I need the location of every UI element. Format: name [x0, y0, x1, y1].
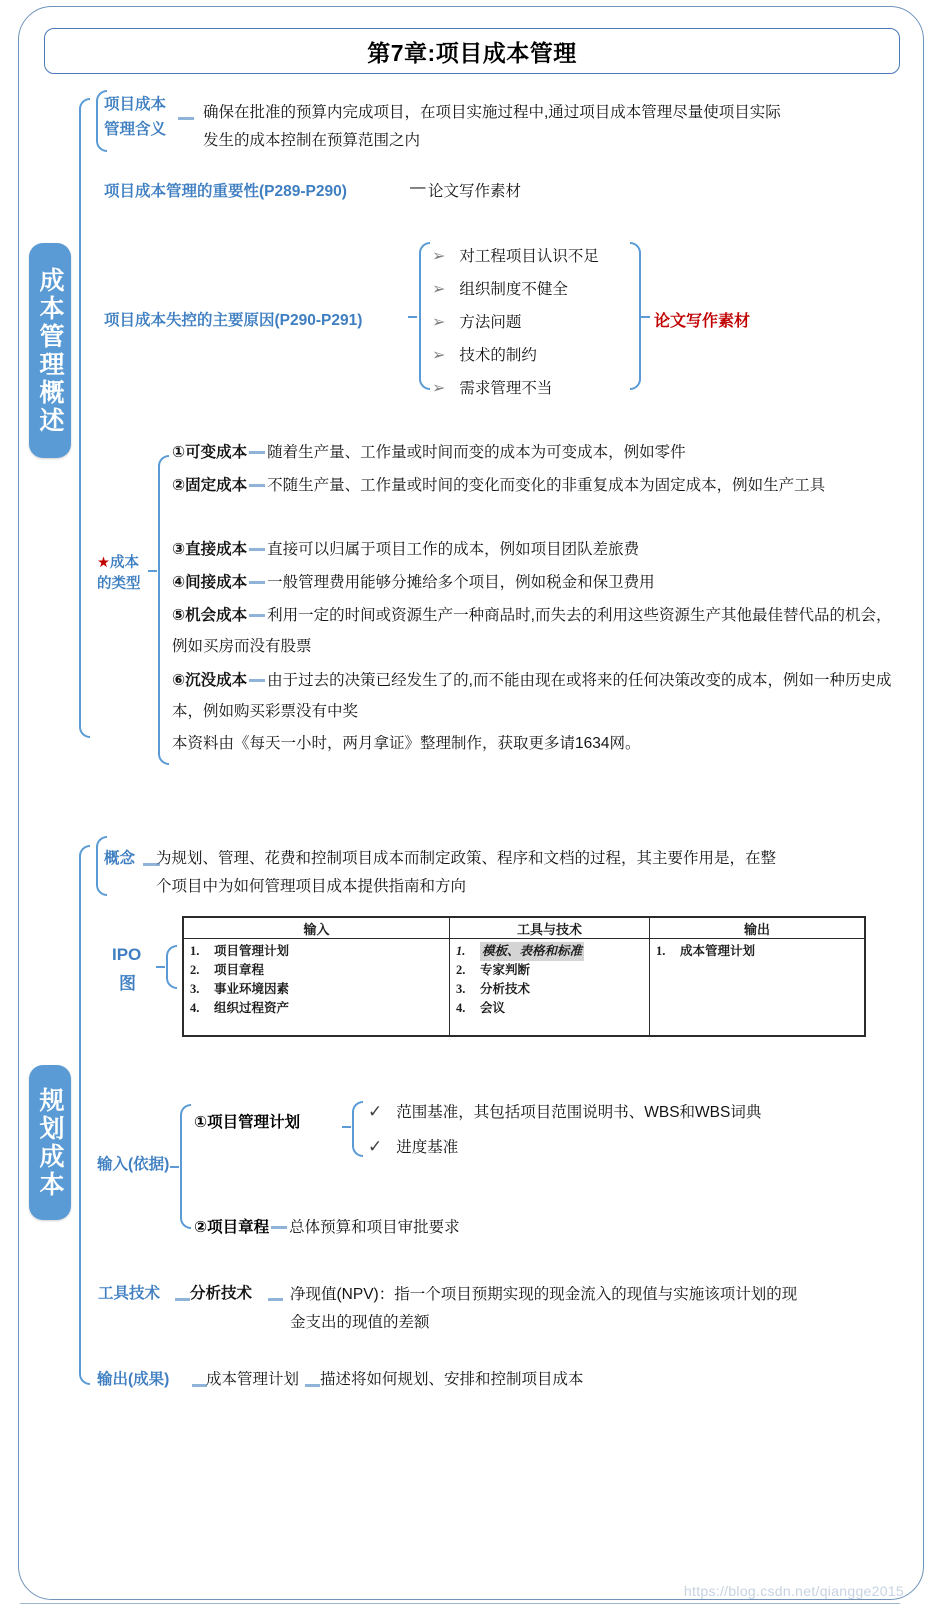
branch-label-output: 输出(成果): [97, 1371, 170, 1388]
cost-type-dash: [249, 614, 265, 617]
reasons-right-tick: [641, 316, 650, 318]
list-item: [456, 999, 643, 1018]
cost-type-dash: [249, 484, 265, 487]
ipo-table: [182, 916, 866, 1037]
list-number: 3.: [190, 982, 200, 996]
section2-brace: [79, 845, 90, 1385]
cost-types-tick: [148, 570, 157, 572]
reason-item: [432, 277, 568, 299]
cost-types-label-line2: 的类型: [97, 576, 141, 592]
ipo-tick: [156, 966, 165, 968]
arrow-icon: ➢: [432, 248, 446, 265]
concept-line-1: 为规划、管理、花费和控制项目成本而制定政策、程序和文档的过程，其主要作用是，在整: [156, 850, 777, 867]
reason-label: 需求管理不当: [459, 380, 553, 397]
list-number: 1.: [656, 944, 666, 958]
branch-label-importance: 项目成本管理的重要性(P289-P290): [104, 183, 347, 200]
list-number: 1.: [190, 944, 200, 958]
output-desc: 描述将如何规划、安排和控制项目成本: [320, 1371, 584, 1388]
branch-label-cost-meaning-line2: 管理含义: [104, 121, 167, 138]
ipo-table-body-row: [184, 939, 865, 1036]
importance-connector: —: [410, 179, 426, 196]
input-sub-label: 进度基准: [396, 1139, 459, 1156]
list-item: [456, 961, 643, 980]
inputs-brace: [180, 1104, 191, 1229]
input-term: 项目管理计划: [207, 1114, 301, 1131]
input-dash: [271, 1226, 287, 1229]
cost-type-num: ①: [172, 444, 186, 461]
reason-item: [432, 244, 599, 266]
cost-type-num: ②: [172, 477, 186, 494]
arrow-icon: ➢: [432, 314, 446, 331]
reasons-brace-tick: [408, 316, 417, 318]
reason-label: 组织制度不健全: [459, 281, 568, 298]
list-number: 1.: [456, 944, 466, 958]
section-pill-label: 成本管理概述: [36, 266, 64, 435]
page-title: 第7章:项目成本管理: [367, 39, 577, 66]
list-item: [190, 961, 443, 980]
cost-type-num: ③: [172, 541, 186, 558]
cost-type-dash: [249, 451, 265, 454]
connector-dash-output-1: [192, 1384, 207, 1387]
input-num: ②: [194, 1219, 208, 1236]
star-icon: ★: [97, 555, 110, 571]
ipo-cell-tools: [450, 939, 650, 1036]
list-item: [456, 942, 643, 961]
cost-type-4: [172, 567, 902, 598]
input-item-2: [194, 1215, 460, 1237]
reason-item: [432, 310, 521, 332]
list-number: 3.: [456, 982, 466, 996]
input-term: 项目章程: [207, 1219, 270, 1236]
arrow-icon: ➢: [432, 380, 446, 397]
ipo-brace: [166, 945, 177, 989]
branch-label-inputs: 输入(依据): [97, 1156, 170, 1173]
branch-label-ipo-line1: IPO: [112, 945, 142, 964]
cost-type-5: [172, 600, 894, 662]
pm-plan-sub-brace: [352, 1101, 363, 1157]
list-number: 4.: [456, 1001, 466, 1015]
input-sub-item: [368, 1100, 761, 1122]
page-title-box: [44, 28, 900, 74]
pm-plan-sub-tick: [342, 1126, 351, 1128]
input-item-1: [194, 1110, 300, 1132]
section-pill-plan-cost[interactable]: [29, 1065, 71, 1220]
reasons-left-brace: [419, 242, 430, 390]
cost-type-6: [172, 665, 894, 727]
cost-type-dash: [249, 548, 265, 551]
list-label: 专家判断: [480, 963, 531, 977]
branch-label-ipo-line2: 图: [119, 974, 136, 993]
list-label: 事业环境因素: [214, 982, 290, 996]
arrow-icon: ➢: [432, 281, 446, 298]
importance-value: 论文写作素材: [428, 183, 522, 200]
input-num: ①: [194, 1114, 208, 1131]
cost-type-3: [172, 534, 902, 565]
arrow-icon: ➢: [432, 347, 446, 364]
list-number: 2.: [190, 963, 200, 977]
cost-type-term: 间接成本: [185, 574, 248, 591]
tools-body-line-2: 金支出的现值的差额: [290, 1314, 430, 1331]
list-label: 会议: [480, 1001, 506, 1015]
ipo-table-header-row: [184, 918, 865, 939]
ipo-header-tools: 工具与技术: [450, 918, 650, 939]
tools-technique-term: 分析技术: [190, 1285, 253, 1302]
list-label: 分析技术: [480, 982, 531, 996]
check-icon: ✓: [368, 1102, 383, 1121]
reasons-right-brace: [630, 242, 641, 390]
cost-type-num: ⑥: [172, 672, 186, 689]
branch-label-concept: 概念: [104, 850, 136, 867]
section1-brace: [79, 98, 90, 738]
list-number: 2.: [456, 963, 466, 977]
tools-body-line-1: 净现值(NPV)：指一个项目预期实现的现金流入的现值与实施该项计划的现: [290, 1286, 798, 1303]
cost-type-1: [172, 437, 902, 468]
connector-dash-meaning: [178, 117, 194, 120]
section-pill-label: 规划成本: [36, 1086, 64, 1199]
input-sub-label: 范围基准，其包括项目范围说明书、WBS和WBS词典: [396, 1104, 762, 1121]
ipo-cell-outputs: [650, 939, 865, 1036]
reasons-right-note: 论文写作素材: [654, 313, 751, 330]
ipo-header-output: 输出: [650, 918, 865, 939]
branch-label-cost-meaning-line1: 项目成本: [104, 96, 167, 113]
cost-types-label-line1: ★成本: [97, 555, 139, 571]
reason-item: [432, 376, 552, 398]
output-term: 成本管理计划: [206, 1371, 300, 1388]
branch-label-out-of-control: 项目成本失控的主要原因(P290-P291): [104, 312, 363, 329]
list-item: [656, 942, 858, 961]
list-item: [190, 999, 443, 1018]
cost-type-term: 固定成本: [185, 477, 248, 494]
cost-type-desc: 不随生产量、工作量或时间的变化而变化的非重复成本为固定成本，例如生产工具: [267, 477, 826, 494]
list-item: [190, 980, 443, 999]
cost-type-term: 沉没成本: [185, 672, 248, 689]
cost-meaning-line-1: 确保在批准的预算内完成项目，在项目实施过程中,通过项目成本管理尽量使项目实际: [203, 104, 781, 121]
cost-type-term: 可变成本: [185, 444, 248, 461]
inputs-tick: [170, 1166, 179, 1168]
cost-type-term: 机会成本: [185, 607, 248, 624]
cost-types-brace: [158, 455, 169, 765]
concept-line-2: 个项目中为如何管理项目成本提供指南和方向: [156, 878, 467, 895]
cost-type-desc: 一般管理费用能够分摊给多个项目，例如税金和保卫费用: [267, 574, 655, 591]
ipo-header-input: 输入: [184, 918, 450, 939]
connector-dash-output-2: [305, 1384, 320, 1387]
list-label: 项目管理计划: [214, 944, 290, 958]
connector-dash-tools-1: [175, 1298, 190, 1301]
check-icon: ✓: [368, 1137, 383, 1156]
input-sub-item: [368, 1135, 458, 1157]
bottom-rule: [20, 1603, 900, 1604]
reason-label: 技术的制约: [459, 347, 537, 364]
reason-label: 方法问题: [459, 314, 522, 331]
cost-type-desc: 随着生产量、工作量或时间而变的成本为可变成本，例如零件: [267, 444, 686, 461]
list-item: [456, 980, 643, 999]
watermark: https://blog.csdn.net/qiangge2015: [683, 1583, 904, 1599]
cost-type-dash: [249, 679, 265, 682]
list-label: 成本管理计划: [680, 944, 756, 958]
list-item: [190, 942, 443, 961]
branch-label-tools: 工具技术: [98, 1285, 161, 1302]
reason-label: 对工程项目认识不足: [459, 248, 599, 265]
cost-type-desc: 利用一定的时间或资源生产一种商品时,而失去的利用这些资源生产其他最佳替代品的机会，例如买房而没有股票: [172, 607, 892, 655]
list-label: 项目章程: [214, 963, 265, 977]
cost-type-dash: [249, 581, 265, 584]
list-number: 4.: [190, 1001, 200, 1015]
cost-type-num: ⑤: [172, 607, 186, 624]
section-pill-cost-overview[interactable]: [29, 243, 71, 458]
list-label: 模板、表格和标准: [480, 942, 584, 961]
ipo-cell-inputs: [184, 939, 450, 1036]
cost-type-desc: 直接可以归属于项目工作的成本，例如项目团队差旅费: [267, 541, 640, 558]
reason-item: [432, 343, 537, 365]
connector-dash-tools-2: [268, 1298, 283, 1301]
cost-type-num: ④: [172, 574, 186, 591]
list-label: 组织过程资产: [214, 1001, 290, 1015]
input-desc: 总体预算和项目审批要求: [289, 1219, 460, 1236]
cost-type-term: 直接成本: [185, 541, 248, 558]
cost-type-2: [172, 470, 894, 501]
cost-type-desc: 由于过去的决策已经发生了的,而不能由现在或将来的任何决策改变的成本，例如一种历史成本，例如购买彩票没有中奖: [172, 672, 892, 720]
cost-types-footer-note: 本资料由《每天一小时，两月拿证》整理制作，获取更多请1634网。: [172, 735, 641, 752]
cost-meaning-line-2: 发生的成本控制在预算范围之内: [203, 132, 421, 149]
